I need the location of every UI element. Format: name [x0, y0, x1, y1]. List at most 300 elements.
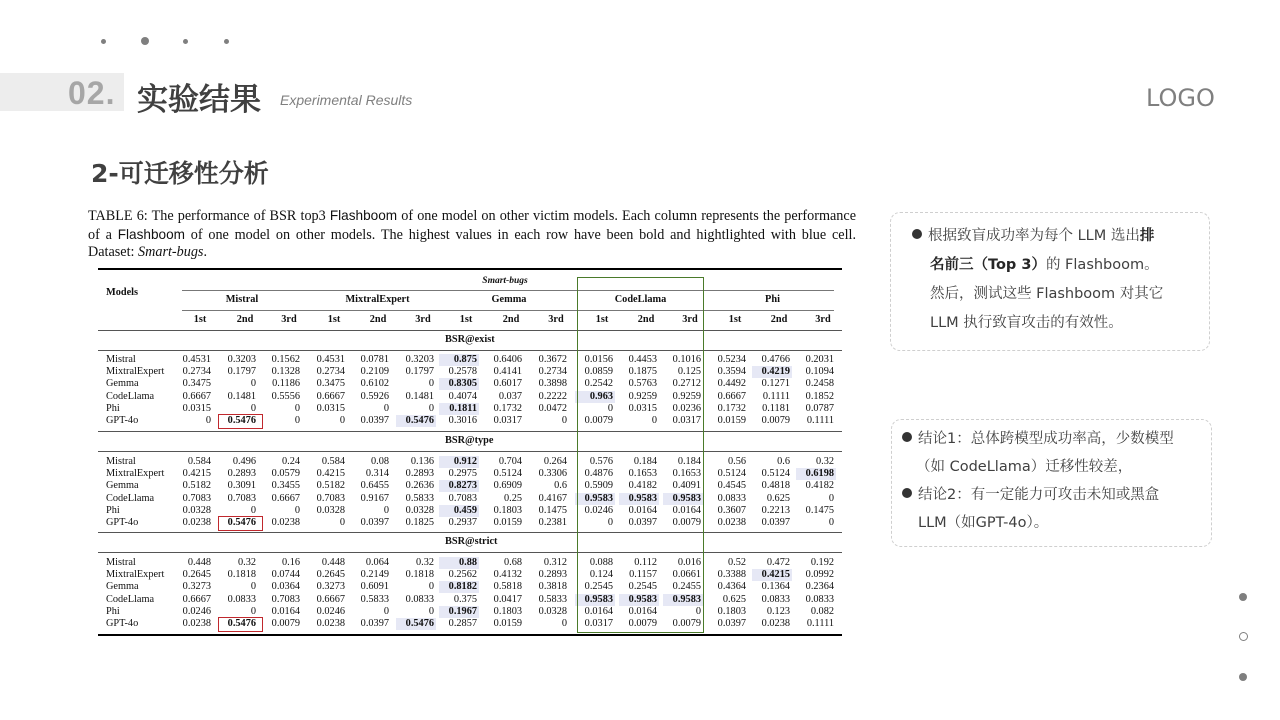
- models-header: Models: [106, 287, 139, 298]
- table-cell: 0.576: [589, 456, 613, 467]
- conclusion-1-line-2: （如 CodeLlama）迁移性较差，: [916, 459, 1133, 475]
- table-cell: 0.3455: [271, 480, 300, 492]
- table-cell: 0.9259: [672, 390, 701, 402]
- row-label: GPT-4o: [106, 618, 139, 629]
- table-cell: 0: [651, 415, 657, 426]
- group-header-codellama: CodeLlama: [614, 294, 667, 305]
- table-cell: 0.9583: [619, 594, 659, 606]
- table-cell: 0.0315: [182, 402, 211, 414]
- table-cell: 0: [428, 605, 434, 617]
- method-line-1-bold: 排: [1139, 228, 1155, 244]
- method-line-1-plain: 根据致盲成功率为每个 LLM 选出: [928, 228, 1140, 244]
- table-cell: 0.448: [187, 557, 211, 568]
- table-cell: 0.2975: [448, 468, 477, 480]
- table-cell: 0.0315: [316, 402, 345, 414]
- table-cell: 0.6667: [182, 593, 211, 605]
- table-cell: 0.4818: [761, 480, 790, 492]
- table-cell: 0.1653: [672, 468, 701, 480]
- table-cell: 0.4074: [448, 390, 477, 402]
- table-cell: 0.125: [677, 366, 701, 378]
- page-dot-active[interactable]: [1239, 632, 1248, 641]
- group-rule: [182, 310, 834, 311]
- table-cell: 0.1803: [717, 605, 746, 617]
- table-cell: 0.32: [237, 557, 256, 568]
- table-cell: 0.112: [634, 557, 657, 568]
- table-cell: 0.2893: [227, 468, 256, 480]
- section-number: 02.: [68, 75, 116, 111]
- table-cell: 0.2381: [538, 517, 567, 528]
- table-cell: 0.1475: [538, 504, 567, 516]
- conclusion-2-line-1: [902, 481, 1207, 509]
- table-cell: 0.0079: [584, 415, 613, 426]
- table-cell: 0: [428, 581, 434, 593]
- table-cell: 0.4141: [493, 366, 522, 378]
- table-cell: 0: [339, 517, 345, 528]
- table-cell: 0.1797: [405, 366, 434, 378]
- table-cell: 0.0661: [672, 569, 701, 581]
- table-cell: 0.88: [439, 557, 479, 569]
- table-cell: 0.375: [453, 593, 477, 605]
- table-cell: 0.5476: [227, 618, 256, 629]
- row-label: Mistral: [106, 456, 136, 467]
- table-cell: 0.5909: [584, 480, 613, 492]
- table-cell: 0: [828, 517, 834, 528]
- table-cell: 0.9583: [575, 594, 615, 606]
- table-cell: 0: [428, 402, 434, 414]
- table-cell: 0: [294, 504, 300, 516]
- table-cell: 0.2542: [584, 378, 613, 390]
- table-cell: 0.3475: [316, 378, 345, 390]
- group-header-phi: Phi: [765, 294, 780, 305]
- table-cell: 0.1967: [439, 606, 479, 618]
- row-label: MixtralExpert: [106, 468, 165, 480]
- table-cell: 0.2893: [538, 569, 567, 581]
- table-cell: 0.1653: [628, 468, 657, 480]
- rank-header: 2nd: [502, 314, 520, 325]
- section-header-bsr-type: BSR@type: [445, 435, 494, 446]
- table-cell: 0.0246: [182, 605, 211, 617]
- table-cell: 0.4215: [316, 468, 345, 480]
- table-cell: 0.3306: [538, 468, 567, 480]
- table-cell: 0: [250, 378, 256, 390]
- table-cell: 0.6: [554, 480, 567, 492]
- table-cell: 0.4531: [182, 354, 211, 365]
- row-label: GPT-4o: [106, 517, 139, 528]
- red-highlight-box: [218, 617, 263, 632]
- table-cell: 0.0364: [271, 581, 300, 593]
- table-cell: 0.1475: [805, 504, 834, 516]
- table-cell: 0.064: [365, 557, 389, 568]
- table-cell: 0.3607: [717, 504, 746, 516]
- table-cell: 0.5476: [396, 618, 436, 630]
- table-cell: 0.9583: [619, 493, 659, 505]
- table-cell: 0: [607, 402, 613, 414]
- table-cell: 0.5124: [493, 468, 522, 480]
- decor-dot-4: [224, 39, 229, 44]
- table-cell: 0.0079: [672, 618, 701, 629]
- table-cell: 0.2455: [672, 581, 701, 593]
- table-cell: 0.912: [439, 456, 479, 468]
- table-cell: 0.3388: [717, 569, 746, 581]
- caption-part1: TABLE 6: The performance of BSR top3: [88, 208, 330, 224]
- table-cell: 0: [250, 581, 256, 593]
- table-cell: 0.5818: [493, 581, 522, 593]
- table-cell: 0.0156: [584, 354, 613, 365]
- table-cell: 0.3273: [182, 581, 211, 593]
- table-cell: 0.0317: [672, 415, 701, 426]
- table-cell: 0: [294, 415, 300, 426]
- rank-header: 1st: [193, 314, 207, 325]
- table-cell: 0.0079: [628, 618, 657, 629]
- table-cell: 0.3818: [538, 581, 567, 593]
- table-cell: 0.0328: [538, 605, 567, 617]
- table-cell: 0.625: [766, 492, 790, 504]
- row-label: Mistral: [106, 557, 136, 568]
- row-label: CodeLlama: [106, 492, 155, 504]
- table-cell: 0.1852: [805, 390, 834, 402]
- method-line-2: [912, 251, 1202, 280]
- table-cell: 0.32: [415, 557, 434, 568]
- table-cell: 0.2578: [448, 366, 477, 378]
- rank-header: 2nd: [369, 314, 387, 325]
- row-label: Mistral: [106, 354, 136, 365]
- table-cell: 0.5234: [717, 354, 746, 365]
- table-cell: 0.0397: [360, 517, 389, 528]
- table-cell: 0.24: [281, 456, 300, 467]
- table-cell: 0.16: [281, 557, 300, 568]
- table-cell: 0.2031: [805, 354, 834, 365]
- table-cell: 0.7083: [227, 492, 256, 504]
- table-cell: 0.0833: [761, 593, 790, 605]
- table-cell: 0.0164: [628, 504, 657, 516]
- caption-flashboom-2: Flashboom: [117, 226, 185, 242]
- rank-header: 3rd: [682, 314, 698, 325]
- table-cell: 0.264: [543, 456, 567, 467]
- table-cell: 0: [828, 492, 834, 504]
- caption-dataset: Smart-bugs: [138, 244, 204, 260]
- bullet-icon: [902, 432, 912, 442]
- table-cell: 0: [383, 402, 389, 414]
- row-label: Phi: [106, 605, 120, 617]
- codellama-green-box: [577, 277, 704, 633]
- table-cell: 0.7083: [448, 492, 477, 504]
- table-cell: 0.6667: [316, 390, 345, 402]
- table-cell: 0.0164: [628, 605, 657, 617]
- table-cell: 0.3475: [182, 378, 211, 390]
- table-cell: 0.2149: [360, 569, 389, 581]
- rank-header: 2nd: [770, 314, 788, 325]
- table-cell: 0.1818: [227, 569, 256, 581]
- table-cell: 0.2562: [448, 569, 477, 581]
- row-label: Gemma: [106, 378, 139, 390]
- table-cell: 0.0079: [761, 415, 790, 426]
- table-cell: 0.8305: [439, 378, 479, 390]
- table-cell: 0.2734: [316, 366, 345, 378]
- table-cell: 0: [561, 618, 567, 629]
- table-cell: 0.6: [777, 456, 790, 467]
- table-cell: 0.5833: [405, 492, 434, 504]
- table-cell: 0: [695, 605, 701, 617]
- table-cell: 0.2109: [360, 366, 389, 378]
- row-label: GPT-4o: [106, 415, 139, 426]
- table-cell: 0.2222: [538, 390, 567, 402]
- table-cell: 0.0317: [584, 618, 613, 629]
- table-cell: 0.7083: [316, 492, 345, 504]
- table-cell: 0.0238: [182, 517, 211, 528]
- table-top-rule: [98, 268, 842, 270]
- table-cell: 0.136: [410, 456, 434, 467]
- table-cell: 0.0397: [628, 517, 657, 528]
- table-cell: 0: [561, 415, 567, 426]
- table-cell: 0.0781: [360, 354, 389, 365]
- decor-dot-2: [141, 37, 149, 45]
- table-cell: 0.0397: [761, 517, 790, 528]
- table-cell: 0.68: [503, 557, 522, 568]
- slide-subtitle: 2-可迁移性分析: [91, 159, 269, 188]
- caption-end: .: [203, 244, 208, 260]
- table-cell: 0.1328: [271, 366, 300, 378]
- table-cell: 0: [250, 605, 256, 617]
- table-cell: 0.6667: [316, 593, 345, 605]
- table-cell: 0.0328: [316, 504, 345, 516]
- table-cell: 0.4091: [672, 480, 701, 492]
- red-highlight-box: [218, 516, 263, 531]
- table-cell: 0.1818: [405, 569, 434, 581]
- row-label: MixtralExpert: [106, 366, 165, 378]
- table-cell: 0.4167: [538, 492, 567, 504]
- table-cell: 0.0238: [182, 618, 211, 629]
- table-cell: 0.4545: [717, 480, 746, 492]
- dataset-rule: [182, 290, 834, 291]
- table-bottom-rule: [98, 634, 842, 636]
- table-cell: 0.0159: [493, 517, 522, 528]
- table-cell: 0.1811: [439, 403, 479, 415]
- table-cell: 0.0164: [271, 605, 300, 617]
- table-cell: 0.184: [677, 456, 701, 467]
- section-subtitle: Experimental Results: [280, 92, 413, 108]
- rank-header: 3rd: [281, 314, 297, 325]
- section-title: 实验结果: [137, 82, 261, 118]
- table-cell: 0.1825: [405, 517, 434, 528]
- decor-dot-3: [183, 39, 188, 44]
- table-cell: 0.5124: [761, 468, 790, 480]
- table-cell: 0.1481: [405, 390, 434, 402]
- table-cell: 0.0246: [584, 504, 613, 516]
- section-divider: [98, 431, 842, 432]
- table-cell: 0.5556: [271, 390, 300, 402]
- table-cell: 0.9583: [663, 594, 703, 606]
- table-cell: 0.2937: [448, 517, 477, 528]
- table-cell: 0.584: [321, 456, 345, 467]
- table-cell: 0.25: [503, 492, 522, 504]
- table-cell: 0.4215: [752, 569, 792, 581]
- method-line-3: 然后，测试这些 Flashboom 对其它: [930, 286, 1164, 302]
- table-cell: 0.314: [365, 468, 389, 480]
- table-cell: 0.4492: [717, 378, 746, 390]
- table-cell: 0.0164: [672, 504, 701, 516]
- table-cell: 0: [428, 378, 434, 390]
- table-cell: 0.4182: [805, 480, 834, 492]
- table-cell: 0.56: [727, 456, 746, 467]
- table-cell: 0.963: [575, 391, 615, 403]
- red-highlight-box: [218, 414, 263, 429]
- caption-part3: of one model on other models. The highest values in each row have been bold and hightlighted with blue cell. Dataset:: [88, 226, 856, 260]
- table-cell: 0.32: [815, 456, 834, 467]
- table-cell: 0.8182: [439, 581, 479, 593]
- table-cell: 0.0238: [761, 618, 790, 629]
- table-cell: 0.4182: [628, 480, 657, 492]
- table-cell: 0.2645: [182, 569, 211, 581]
- table-cell: 0.472: [766, 557, 790, 568]
- table-cell: 0.9583: [663, 493, 703, 505]
- logo: LOGO: [1146, 84, 1215, 112]
- table-cell: 0.6102: [360, 378, 389, 390]
- table-cell: 0: [294, 402, 300, 414]
- table-cell: 0.4132: [493, 569, 522, 581]
- table-cell: 0.1181: [762, 402, 790, 414]
- table-cell: 0.4364: [717, 581, 746, 593]
- table-cell: 0.1803: [493, 504, 522, 516]
- table-cell: 0.0833: [227, 593, 256, 605]
- row-label: Gemma: [106, 480, 139, 492]
- table-cell: 0.5124: [717, 468, 746, 480]
- method-line-2-plain: 的 Flashboom。: [1045, 257, 1159, 273]
- group-header-mistral: Mistral: [225, 294, 259, 305]
- rank-header: 3rd: [548, 314, 564, 325]
- group-header-mixtralexpert: MixtralExpert: [345, 294, 410, 305]
- table-cell: 0.9167: [360, 492, 389, 504]
- row-label: Phi: [106, 402, 120, 414]
- table-cell: 0.037: [498, 390, 522, 402]
- table-cell: 0.0397: [360, 415, 389, 426]
- table-cell: 0.1481: [227, 390, 256, 402]
- row-label: Phi: [106, 504, 120, 516]
- rank-header: 2nd: [637, 314, 655, 325]
- table-cell: 0.6909: [493, 480, 522, 492]
- table-cell: 0.0579: [271, 468, 300, 480]
- table-cell: 0.1111: [762, 390, 790, 402]
- method-line-1: [912, 222, 1202, 251]
- table-cell: 0.584: [187, 456, 211, 467]
- rank-header: 1st: [728, 314, 742, 325]
- section-header-bsr-strict: BSR@strict: [445, 536, 498, 547]
- table-cell: 0.0238: [271, 517, 300, 528]
- table-cell: 0.3203: [405, 354, 434, 365]
- table-cell: 0.0397: [717, 618, 746, 629]
- table-cell: 0.5476: [227, 415, 256, 426]
- rank-header: 3rd: [415, 314, 431, 325]
- table-cell: 0.124: [589, 569, 613, 581]
- table-cell: 0.2857: [448, 618, 477, 629]
- table-cell: 0.123: [766, 605, 790, 617]
- table-cell: 0.9259: [628, 390, 657, 402]
- table-cell: 0.2734: [182, 366, 211, 378]
- table-cell: 0.0833: [405, 593, 434, 605]
- section-rule: [98, 350, 842, 351]
- table-cell: 0.1016: [672, 354, 701, 365]
- table-cell: 0.1111: [806, 415, 834, 426]
- table-cell: 0: [607, 517, 613, 528]
- table-cell: 0.4215: [182, 468, 211, 480]
- table-cell: 0.459: [439, 505, 479, 517]
- table-cell: 0.0417: [493, 593, 522, 605]
- page-dot[interactable]: [1239, 593, 1247, 601]
- table-cell: 0.016: [677, 557, 701, 568]
- table-cell: 0.2545: [584, 581, 613, 593]
- table-cell: 0.704: [498, 456, 522, 467]
- table-caption: [88, 207, 856, 262]
- table-cell: 0.496: [232, 456, 256, 467]
- table-cell: 0.088: [589, 557, 613, 568]
- table-cell: 0.0859: [584, 366, 613, 378]
- rank-header: 1st: [327, 314, 341, 325]
- table-cell: 0.2364: [805, 581, 834, 593]
- table-cell: 0.3898: [538, 378, 567, 390]
- section-divider: [98, 532, 842, 533]
- dataset-header: Smart-bugs: [482, 276, 528, 286]
- table-cell: 0.5833: [360, 593, 389, 605]
- table-cell: 0.6667: [717, 390, 746, 402]
- row-label: MixtralExpert: [106, 569, 165, 581]
- table-cell: 0: [383, 605, 389, 617]
- table-cell: 0.6455: [360, 480, 389, 492]
- table-cell: 0.3091: [227, 480, 256, 492]
- table-cell: 0: [205, 415, 211, 426]
- table-cell: 0: [339, 415, 345, 426]
- table-cell: 0.0079: [271, 618, 300, 629]
- table-cell: 0.1732: [717, 402, 746, 414]
- table-cell: 0.875: [439, 354, 479, 366]
- table-cell: 0: [250, 504, 256, 516]
- section-rule: [98, 451, 842, 452]
- rank-header: 1st: [459, 314, 473, 325]
- table-cell: 0.0787: [805, 402, 834, 414]
- table-cell: 0.2213: [761, 504, 790, 516]
- conclusion-2-text: 结论2：有一定能力可攻击未知或黑盒: [918, 487, 1160, 503]
- table-cell: 0.0833: [805, 593, 834, 605]
- table-cell: 0.2893: [405, 468, 434, 480]
- table-cell: 0.5763: [628, 378, 657, 390]
- table-cell: 0.3273: [316, 581, 345, 593]
- table-cell: 0.7083: [182, 492, 211, 504]
- caption-flashboom-1: Flashboom: [329, 208, 398, 223]
- table-cell: 0.3203: [227, 354, 256, 365]
- table-cell: 0.0159: [493, 618, 522, 629]
- table-cell: 0.0236: [672, 402, 701, 414]
- table-cell: 0.2458: [805, 378, 834, 390]
- table-cell: 0: [250, 402, 256, 414]
- table-cell: 0.0833: [717, 492, 746, 504]
- page-dot[interactable]: [1239, 673, 1247, 681]
- bullet-icon: [912, 229, 922, 239]
- table-cell: 0.1364: [761, 581, 790, 593]
- row-label: CodeLlama: [106, 593, 155, 605]
- rank-header: 2nd: [236, 314, 254, 325]
- conclusion-2-line-2: LLM（如GPT-4o）。: [918, 515, 1049, 531]
- decor-dot-1: [101, 39, 106, 44]
- table-cell: 0.0328: [182, 504, 211, 516]
- table-cell: 0.3016: [448, 415, 477, 426]
- conclusion-1-text: 结论1：总体跨模型成功率高，少数模型: [918, 431, 1174, 447]
- method-line-2-bold: 名前三（Top 3）: [930, 257, 1046, 273]
- table-cell: 0.5476: [227, 517, 256, 528]
- conclusion-card-text: [902, 425, 1207, 537]
- table-cell: 0.184: [633, 456, 657, 467]
- method-card-text: [912, 222, 1202, 338]
- table-cell: 0.0328: [405, 504, 434, 516]
- table-cell: 0.0164: [584, 605, 613, 617]
- table-cell: 0.2712: [672, 378, 701, 390]
